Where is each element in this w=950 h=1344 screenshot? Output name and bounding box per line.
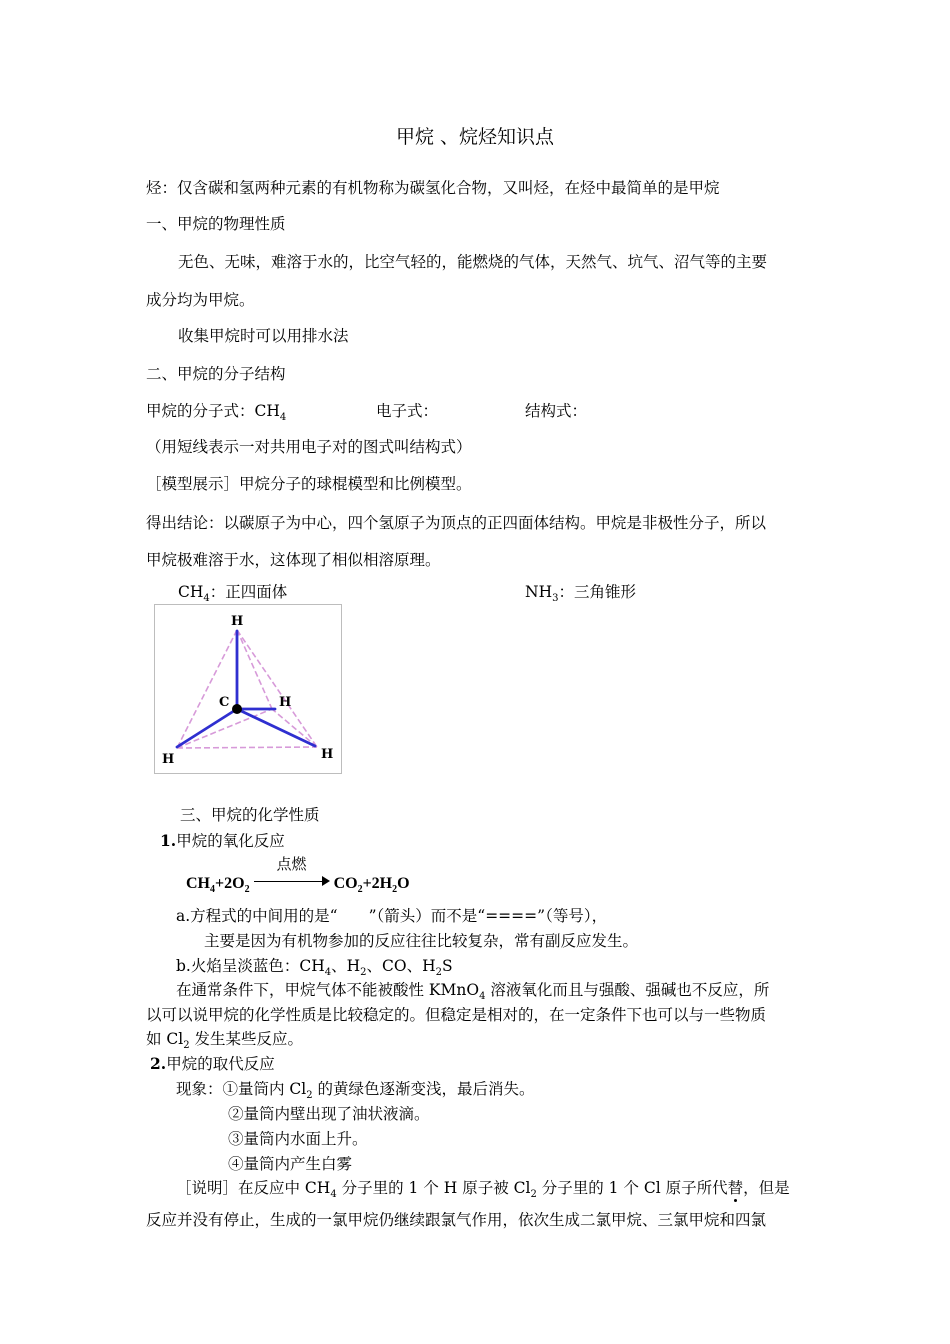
methane-tetrahedron-figure — [154, 604, 342, 774]
ignition-condition: 点燃 — [276, 855, 307, 873]
structural-formula-label: 结构式： — [525, 402, 588, 420]
substitution-heading: 2.甲烷的取代反应 — [150, 1054, 275, 1073]
section3-heading: 三、甲烷的化学性质 — [180, 806, 320, 824]
intro-paragraph: 烃：仅含碳和氢两种元素的有机物称为碳氢化合物，又叫烃，在烃中最简单的是甲烷 — [146, 179, 720, 197]
stability-line2: 以可以说甲烷的化学性质是比较稳定的。但稳定是相对的，在一定条件下也可以与一些物质 — [146, 1006, 767, 1024]
phenomenon-3: ③量筒内水面上升。 — [228, 1130, 368, 1148]
section1-heading: 一、甲烷的物理性质 — [146, 215, 286, 233]
model-display: ［模型展示］甲烷分子的球棍模型和比例模型。 — [146, 475, 472, 493]
nh3-shape: $NH_3$：三角锥形 — [525, 583, 636, 604]
page-title: 甲烷 、烷烃知识点 — [395, 126, 555, 148]
carbon-label: C — [219, 695, 230, 710]
combustion-equation: $CH_4+2O_2$ 点燃 $CO_2+2H_2O$ — [186, 855, 410, 895]
phenomenon-2: ②量筒内壁出现了油状液滴。 — [228, 1105, 430, 1123]
explanation-line2: 反应并没有停止，生成的一氯甲烷仍继续跟氯气作用，依次生成二氯甲烷、三氯甲烷和四氯 — [146, 1211, 767, 1229]
collect-method: 收集甲烷时可以用排水法 — [178, 327, 349, 345]
phenomenon-4: ④量筒内产生白雾 — [228, 1155, 353, 1173]
tetrahedron-diagram — [155, 605, 341, 773]
carbon-atom-dot — [232, 704, 242, 714]
section1-paragraph-line1: 无色、无味，难溶于水的，比空气轻的，能燃烧的气体，天然气、坑气、沼气等的主要 — [178, 253, 768, 271]
note-a-line1: a.方程式的中间用的是“ ”（箭头）而不是“====”（等号）， — [176, 907, 608, 925]
conclusion-line1: 得出结论：以碳原子为中心，四个氢原子为顶点的正四面体结构。甲烷是非极性分子，所以 — [146, 514, 767, 532]
tetrahedron-edges — [177, 630, 317, 748]
note-b-flame: b.火焰呈淡蓝色：$CH_4$、$H_2$、CO、$H_2S$ — [176, 957, 453, 978]
hydrogen-bottom-right-label: H — [321, 747, 334, 762]
stability-line3: 如 $Cl_2$ 发生某些反应。 — [146, 1030, 304, 1051]
section1-paragraph-line2: 成分均为甲烷。 — [146, 291, 255, 309]
stability-line1: 在通常条件下，甲烷气体不能被酸性 KMnO$_4$ 溶液氧化而且与强酸、强碱也不反应，所 — [176, 981, 770, 1002]
hydrogen-top-label: H — [231, 614, 244, 629]
reaction-arrow — [254, 855, 330, 890]
note-a-line2: 主要是因为有机物参加的反应往往比较复杂，常有副反应发生。 — [204, 932, 639, 950]
structural-formula-note: （用短线表示一对共用电子对的图式叫结构式） — [146, 438, 472, 456]
conclusion-line2: 甲烷极难溶于水，这体现了相似相溶原理。 — [146, 551, 441, 569]
section2-heading: 二、甲烷的分子结构 — [146, 365, 286, 383]
hydrogen-right-label: H — [279, 695, 292, 710]
ch4-shape: $CH_4$：正四面体 — [178, 583, 288, 604]
electron-formula-label: 电子式： — [376, 402, 439, 420]
molecular-formula: 甲烷的分子式：$CH_4$ — [146, 402, 287, 423]
explanation-line1: ［说明］在反应中 $CH_4$ 分子里的 1 个 H 原子被 $Cl_2$ 分子里的 1 个 Cl 原子所代替，但是 — [176, 1176, 790, 1198]
hydrogen-bottom-left-label: H — [162, 752, 175, 767]
oxidation-heading: 1.甲烷的氧化反应 — [160, 831, 285, 850]
phenomenon-1: 现象：①量筒内 $Cl_2$ 的黄绿色逐渐变浅，最后消失。 — [176, 1080, 535, 1101]
